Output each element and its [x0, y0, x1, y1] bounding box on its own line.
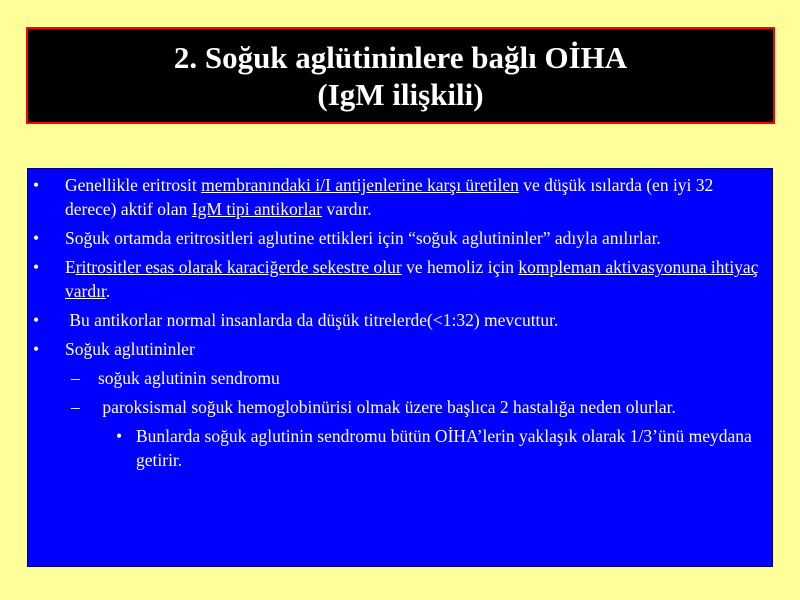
bullet-icon: • [33, 228, 40, 248]
bullet-3-text-c: . [105, 281, 111, 301]
bullet-5-text: Soğuk aglutininler [65, 339, 195, 359]
bullet-item-1 [33, 173, 762, 221]
bullet-4-text: Bu antikorlar normal insanlarda da düşük titrelerde(<1:32) mevcuttur. [65, 310, 559, 330]
slide-title-line-2: (IgM ilişkili) [317, 76, 484, 112]
sub-sub-item-1 [116, 424, 762, 472]
bullet-item-5 [33, 337, 762, 361]
content-box [27, 168, 773, 567]
sub-sub-item-1-text: Bunlarda soğuk aglutinin sendromu bütün OİHA’lerin yaklaşık olarak 1/3’ünü meydana getirir. [136, 426, 752, 470]
bullet-icon: • [33, 310, 40, 330]
sub-item-2 [71, 395, 762, 419]
bullet-item-4 [33, 308, 762, 332]
sub-item-1 [71, 366, 762, 390]
slide-title-box [26, 27, 775, 124]
bullet-3-underlined-b: kompleman aktivasyonuna ihtiyaç vardır [65, 257, 759, 301]
bullet-icon: • [33, 257, 40, 277]
slide-title-line-1: 2. Soğuk aglütininlere bağlı OİHA [173, 39, 628, 75]
bullet-1-text-b: ve düşük ısılarda (en iyi 32 derece) aktif olan [65, 175, 714, 219]
bullet-item-2 [33, 226, 762, 250]
bullet-3-underlined-a: ritrositler esas olarak karaciğerde sekestre olur [75, 257, 402, 277]
bullet-1-underlined-b: IgM tipi antikorlar [191, 199, 323, 219]
bullet-3-text-a: E [65, 257, 76, 277]
dash-icon: – [71, 397, 80, 417]
bullet-1-text-a: Genellikle eritrosit [65, 175, 202, 195]
bullet-2-text: Soğuk ortamda eritrositleri aglutine ettikleri için “soğuk aglutininler” adıyla anılırlar. [65, 228, 661, 248]
bullet-1-underlined-a: membranındaki i/I antijenlerine karşı üretilen [201, 175, 519, 195]
sub-item-1-text: soğuk aglutinin sendromu [98, 368, 280, 388]
dash-icon: – [71, 368, 80, 388]
bullet-icon: • [116, 426, 123, 446]
bullet-icon: • [33, 339, 40, 359]
bullet-item-3 [33, 255, 762, 303]
sub-item-2-text: paroksismal soğuk hemoglobinürisi olmak üzere başlıca 2 hastalığa neden olurlar. [98, 397, 676, 417]
bullet-1-text-c: vardır. [322, 199, 372, 219]
bullet-icon: • [33, 175, 40, 195]
bullet-3-text-b: ve hemoliz için [401, 257, 519, 277]
